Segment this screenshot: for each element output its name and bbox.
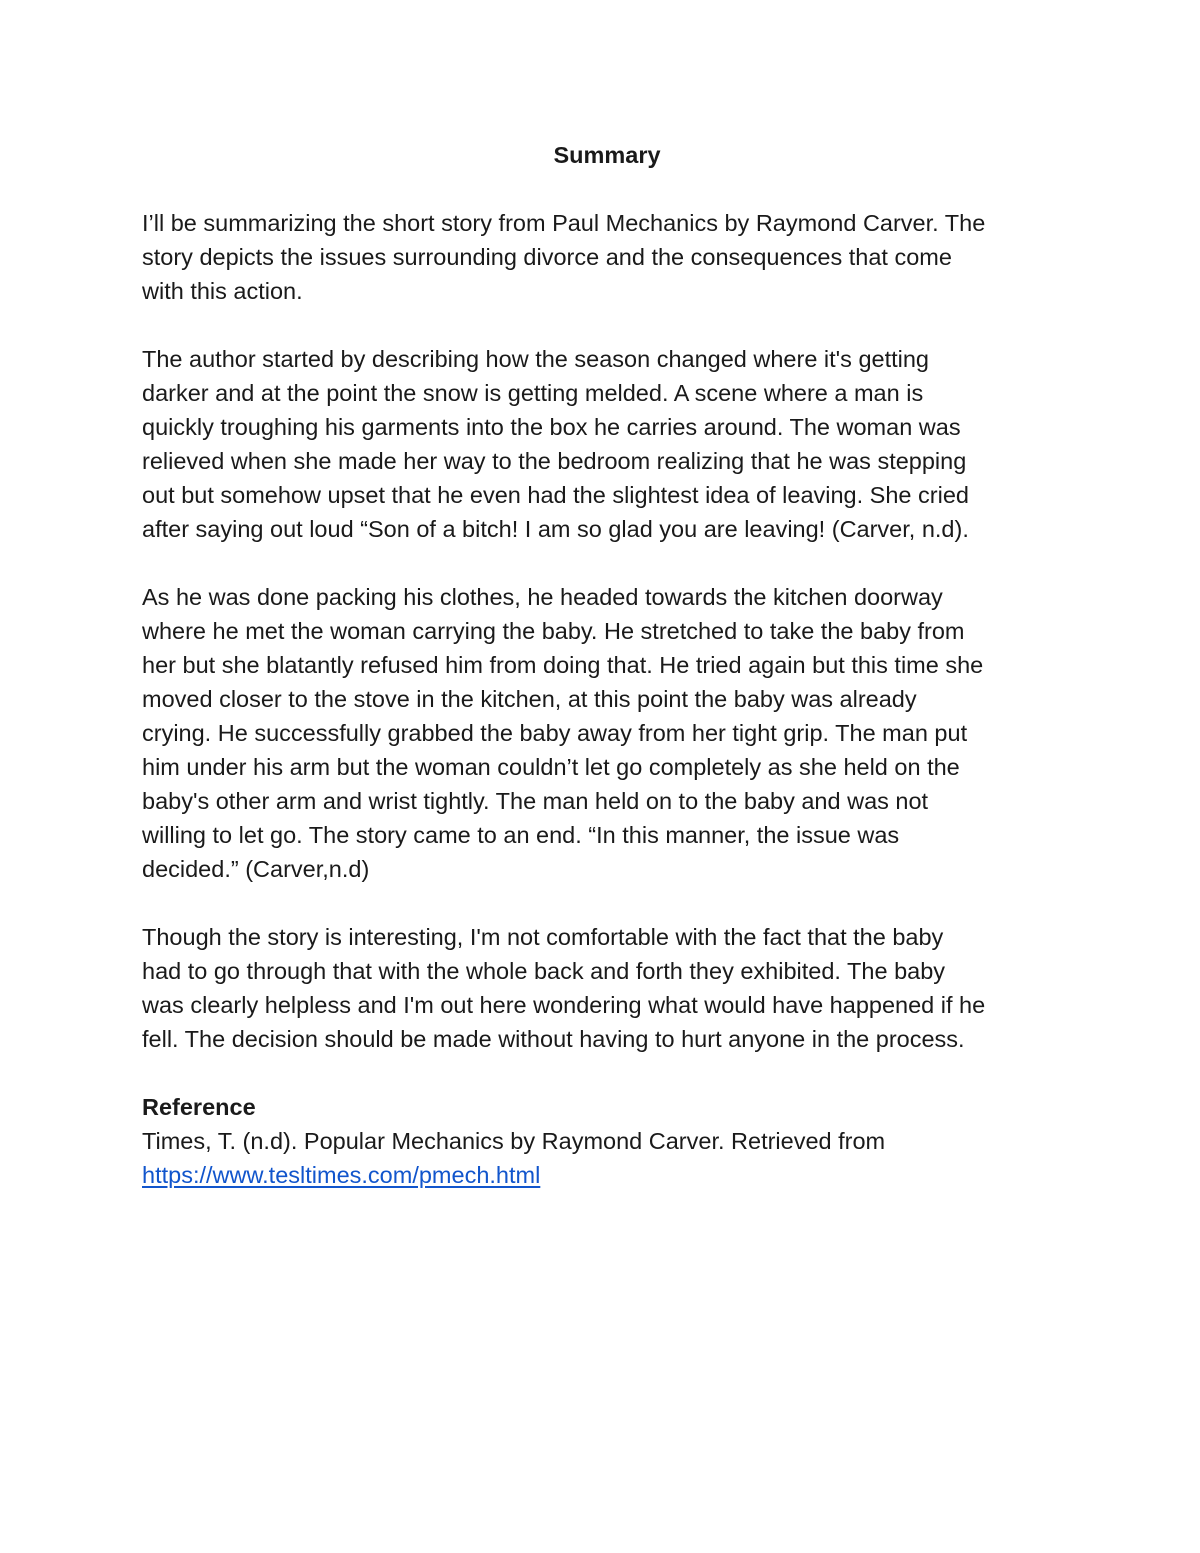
- paragraph-author-opening: The author started by describing how the season changed where it's getting darker and at the point the snow is getting melded. A scene where a man is quickly troughing his garments into the box he carries around. The woman was relieved when she made her way to the bedroom realizing that he was stepping out but somehow upset that he even had the slightest idea of leaving. She cried after saying out loud “Son of a bitch! I am so glad you are leaving! (Carver, n.d).: [142, 346, 969, 542]
- paragraph-conflict: As he was done packing his clothes, he headed towards the kitchen doorway where he met the woman carrying the baby. He stretched to take the baby from her but she blatantly refused him from doing that. He tried again but this time she moved closer to the stove in the kitchen, at this point the baby was already crying. He successfully grabbed the baby away from her tight grip. The man put him under his arm but the woman couldn’t let go completely as she held on the baby's other arm and wrist tightly. The man held on to the baby and was not willing to let go. The story came to an end. “In this manner, the issue was decided.” (Carver,n.d): [142, 584, 984, 882]
- paragraph-intro: I’ll be summarizing the short story from Paul Mechanics by Raymond Carver. The story depicts the issues surrounding divorce and the consequences that come with this action.: [142, 210, 986, 304]
- spacer: [142, 172, 1072, 206]
- reference-link[interactable]: https://www.tesltimes.com/pmech.html: [142, 1162, 541, 1188]
- reference-heading: Reference: [142, 1094, 256, 1120]
- document-body: [142, 138, 1072, 1192]
- document-title: Summary: [553, 142, 661, 168]
- reference-citation: Times, T. (n.d). Popular Mechanics by Raymond Carver. Retrieved from: [142, 1128, 886, 1154]
- paragraph-reflection: Though the story is interesting, I'm not comfortable with the fact that the baby had to go through that with the whole back and forth they exhibited. The baby was clearly helpless and I'm out here wondering what would have happened if he fell. The decision should be made without having to hurt anyone in the process.: [142, 924, 986, 1052]
- reference-link-line: [142, 1158, 1072, 1192]
